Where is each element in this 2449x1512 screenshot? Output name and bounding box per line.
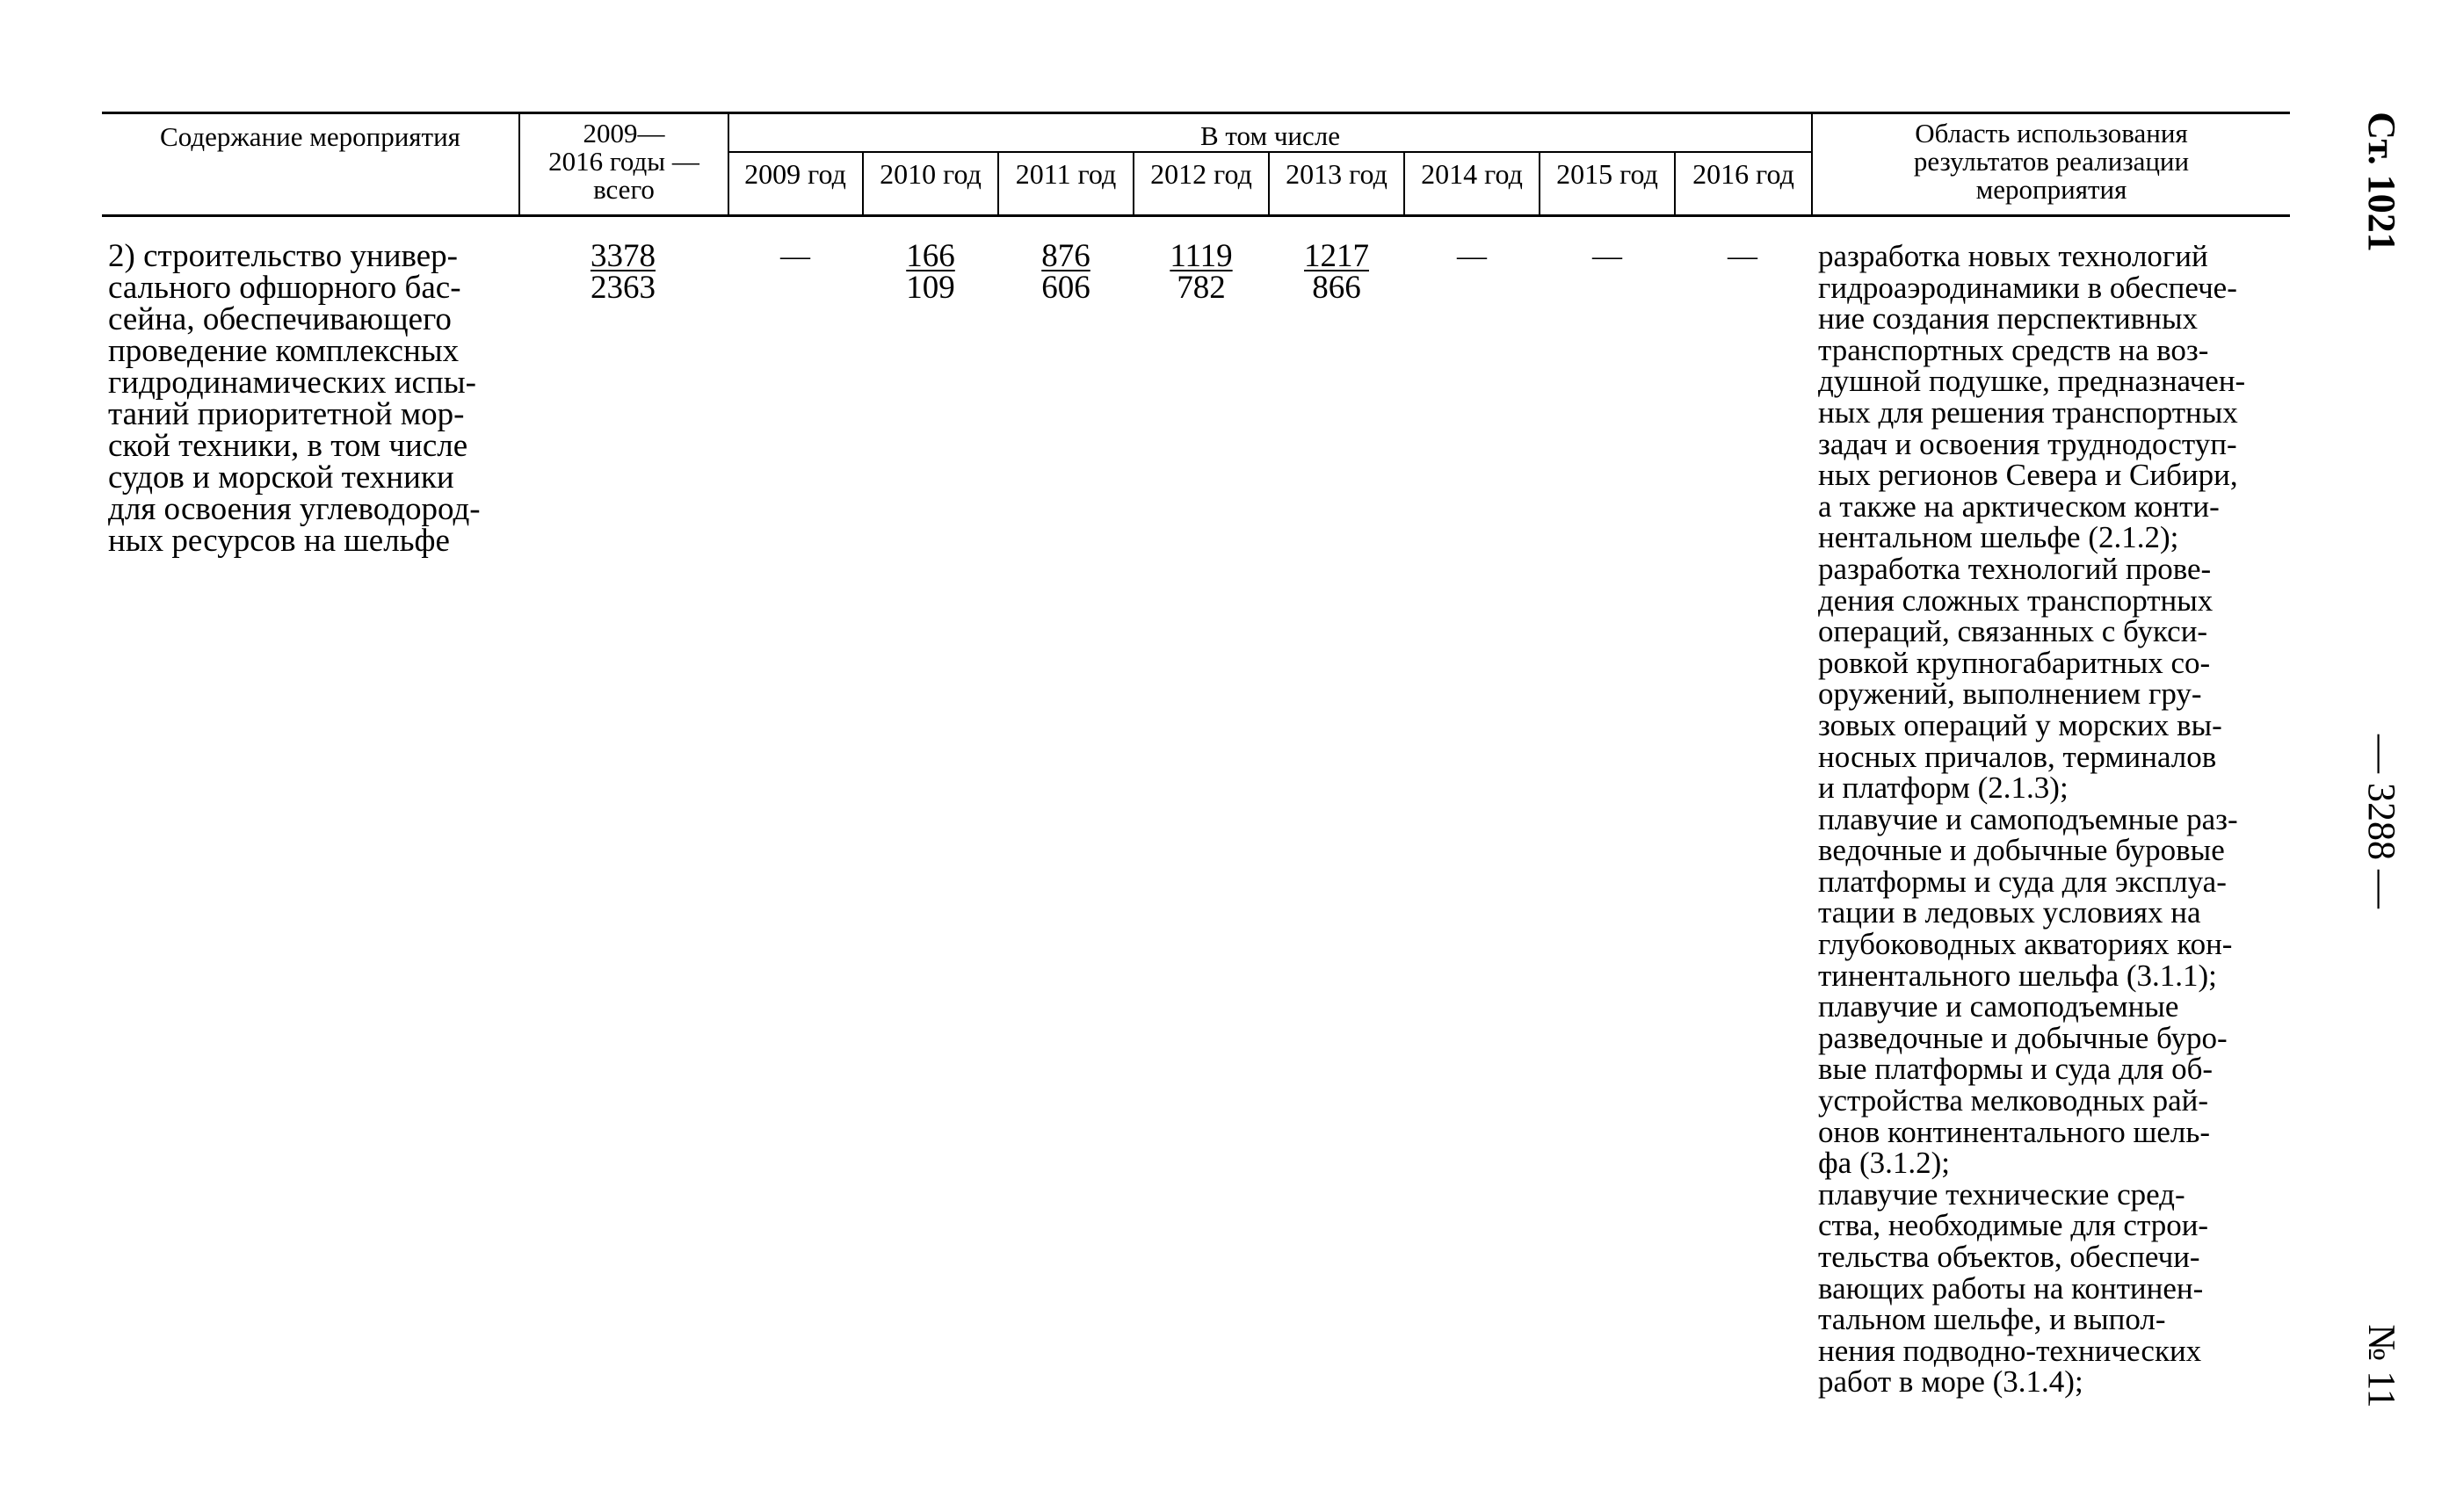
area-line: дения сложных транспортных — [1818, 582, 2214, 618]
area-line: оружений, выполнением гру- — [1818, 676, 2202, 712]
area-line: ства, необходимые для строи- — [1818, 1208, 2209, 1243]
header-including: В том числе — [1199, 120, 1340, 151]
header-total-line: 2016 годы — — [548, 146, 699, 177]
year-value-bottom: 606 — [1041, 270, 1090, 306]
total-value-bottom: 2363 — [591, 270, 656, 306]
content-line: гидродинамических испы- — [108, 365, 476, 401]
year-value-top: 166 — [906, 238, 955, 274]
header-total — [520, 119, 728, 204]
area-line: тинентального шельфа (3.1.1); — [1818, 958, 2217, 993]
area-line: задач и освоения труднодоступ- — [1818, 426, 2237, 461]
area-line: зовых операций у морских вы- — [1818, 707, 2222, 742]
header-bottom-rule — [102, 214, 2290, 217]
content-line: судов и морской техники — [108, 459, 454, 496]
year-2012-value — [1135, 238, 1267, 306]
area-line: платформы и суда для эксплуа- — [1818, 864, 2227, 899]
area-line: глубоководных акваториях кон- — [1818, 927, 2233, 962]
area-line: ных регионов Севера и Сибири, — [1818, 458, 2238, 493]
year-2009-value: — — [780, 240, 810, 272]
header-year-2015: 2015 год — [1556, 158, 1658, 190]
area-line: гидроаэродинамики в обеспече- — [1818, 270, 2237, 305]
area-line: разработка технологий прове- — [1818, 551, 2212, 586]
area-line: носных причалов, терминалов — [1818, 739, 2217, 774]
area-line: тельства объектов, обеспечи- — [1818, 1240, 2200, 1274]
year-2013-value — [1271, 238, 1402, 306]
content-line: проведение комплексных — [108, 333, 460, 369]
table-top-rule — [102, 112, 2290, 114]
header-year-2013: 2013 год — [1286, 158, 1388, 190]
area-line: разработка новых технологий — [1818, 239, 2208, 273]
year-value-top: 876 — [1041, 238, 1090, 274]
year-value-bottom: 109 — [906, 270, 955, 306]
area-line: тации в ледовых условиях на — [1818, 895, 2201, 930]
page-number: — 3288 — — [2360, 734, 2403, 908]
year-2011-value — [1000, 238, 1132, 306]
total-value-top: 3378 — [591, 238, 656, 274]
area-line: онов континентального шель- — [1818, 1114, 2211, 1149]
row-content-cell — [108, 238, 512, 559]
year-2010-value — [865, 238, 996, 306]
header-year-2011: 2011 год — [1015, 158, 1117, 190]
header-total-line: 2009— — [583, 118, 665, 148]
area-line: ведочные и добычные буровые — [1818, 833, 2225, 868]
area-line: ровкой крупногабаритных со- — [1818, 645, 2211, 680]
year-value-top: 1119 — [1170, 238, 1233, 274]
row-total-cell — [557, 238, 689, 306]
content-line: для освоения углеводород- — [108, 491, 481, 527]
year-value-bottom: 782 — [1177, 270, 1226, 306]
area-line: разведочные и добычные буро- — [1818, 1020, 2228, 1055]
row-area-cell — [1818, 241, 2286, 1398]
header-year-2010: 2010 год — [880, 158, 982, 190]
content-line: ных ресурсов на шельфе — [108, 523, 450, 559]
header-year-2014: 2014 год — [1421, 158, 1523, 190]
header-year-2012: 2012 год — [1150, 158, 1252, 190]
area-line: вающих работы на континен- — [1818, 1270, 2204, 1306]
content-line: ской техники, в том числе — [108, 428, 468, 464]
area-line: душной подушке, предназначен- — [1818, 364, 2246, 399]
area-line: и платформ (2.1.3); — [1818, 770, 2069, 806]
area-line: плавучие и самоподъемные — [1818, 989, 2179, 1024]
area-line: тальном шельфе, и выпол- — [1818, 1302, 2166, 1337]
area-line: нентальном шельфе (2.1.2); — [1818, 520, 2179, 555]
content-line: таний приоритетной мор- — [108, 396, 465, 432]
area-line: а также на арктическом конти- — [1818, 488, 2220, 524]
content-line: сейна, обеспечивающего — [108, 301, 452, 337]
area-line: ных для решения транспортных — [1818, 394, 2238, 430]
year-value-bottom: 866 — [1312, 270, 1361, 306]
year-value-top: 1217 — [1304, 238, 1369, 274]
year-2014-value: — — [1457, 240, 1487, 272]
year-2016-value: — — [1728, 240, 1757, 272]
year-2015-value: — — [1592, 240, 1622, 272]
header-area-line: Область использования — [1915, 118, 2188, 148]
header-year-2016: 2016 год — [1692, 158, 1794, 190]
area-line: вые платформы и суда для об- — [1818, 1052, 2214, 1087]
area-line: плавучие и самоподъемные раз- — [1818, 801, 2238, 836]
article-number: Ст. 1021 — [2360, 112, 2403, 252]
header-area-line: результатов реализации — [1913, 146, 2190, 177]
area-line: устройства мелководных рай- — [1818, 1083, 2209, 1118]
content-line: 2) строительство универ- — [108, 238, 459, 274]
header-area-line: мероприятия — [1975, 174, 2127, 205]
content-line: сального офшорного бас- — [108, 270, 461, 306]
header-total-line: всего — [593, 174, 655, 205]
area-line: нения подводно-технических — [1818, 1333, 2202, 1368]
header-content: Содержание мероприятия — [160, 121, 460, 152]
area-line: фа (3.1.2); — [1818, 1146, 1950, 1181]
area-line: транспортных средств на воз- — [1818, 332, 2209, 367]
header-area — [1813, 119, 2290, 204]
years-rule — [728, 151, 1812, 153]
area-line: работ в море (3.1.4); — [1818, 1364, 2083, 1400]
area-line: плавучие технические сред- — [1818, 1176, 2185, 1212]
area-line: операций, связанных с букси- — [1818, 614, 2208, 649]
issue-number: № 11 — [2360, 1324, 2403, 1408]
header-year-2009: 2009 год — [744, 158, 846, 190]
area-line: ние создания перспективных — [1818, 301, 2199, 336]
